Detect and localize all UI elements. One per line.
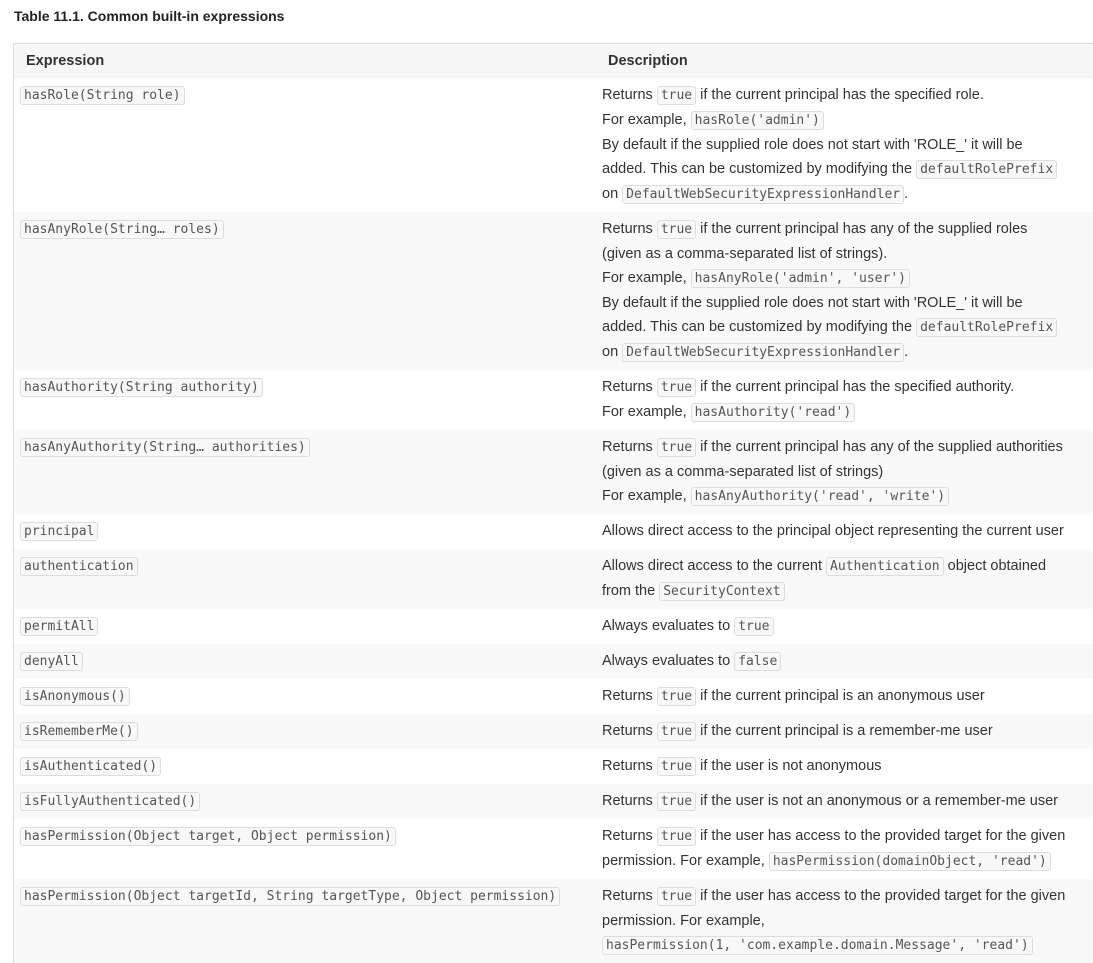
description-text: if the current principal has the specified authority.	[696, 379, 1014, 395]
description-text: if the current principal is an anonymous user	[696, 688, 985, 704]
description-text: Returns	[602, 439, 657, 455]
inline-code: hasRole('admin')	[691, 111, 824, 130]
description-line	[602, 484, 1087, 509]
description-cell	[596, 714, 1093, 749]
description-text: For example,	[602, 404, 691, 420]
inline-code: hasPermission(domainObject, 'read')	[769, 852, 1051, 871]
expression-cell	[14, 609, 596, 644]
expression-cell	[14, 78, 596, 213]
description-line	[602, 242, 1087, 266]
description-line	[602, 649, 1087, 674]
description-cell	[596, 679, 1093, 714]
description-line	[602, 754, 1087, 779]
description-text: on	[602, 186, 622, 202]
expression-cell	[14, 749, 596, 784]
description-line	[602, 519, 1087, 543]
expression-code: principal	[20, 522, 98, 541]
table-row	[14, 212, 1093, 370]
description-cell	[596, 212, 1093, 370]
inline-code: true	[657, 827, 696, 846]
description-line	[602, 909, 1087, 933]
inline-code: defaultRolePrefix	[916, 318, 1057, 337]
description-text: if the current principal is a remember-me user	[696, 723, 993, 739]
description-line	[602, 266, 1087, 291]
description-text: By default if the supplied role does not start with 'ROLE_' it will be	[602, 137, 1023, 153]
expression-code: hasAuthority(String authority)	[20, 378, 263, 397]
expression-code: authentication	[20, 557, 138, 576]
table-row	[14, 514, 1093, 549]
description-cell	[596, 784, 1093, 819]
table-header-row	[14, 44, 1093, 78]
table-row	[14, 879, 1093, 963]
table-row	[14, 819, 1093, 879]
description-line	[602, 340, 1087, 365]
description-cell	[596, 609, 1093, 644]
table-row	[14, 370, 1093, 430]
description-line	[602, 719, 1087, 744]
description-line	[602, 933, 1087, 958]
expression-code: isAnonymous()	[20, 687, 130, 706]
description-line	[602, 400, 1087, 425]
description-text: object obtained	[944, 558, 1046, 574]
description-text: from the	[602, 583, 659, 599]
table-row	[14, 679, 1093, 714]
description-line	[602, 554, 1087, 579]
inline-code: true	[657, 438, 696, 457]
expression-code: hasRole(String role)	[20, 86, 185, 105]
expression-code: hasAnyAuthority(String… authorities)	[20, 438, 310, 457]
description-text: Returns	[602, 688, 657, 704]
expression-cell	[14, 819, 596, 879]
inline-code: true	[657, 220, 696, 239]
description-text: (given as a comma-separated list of strings).	[602, 246, 887, 262]
description-text: Returns	[602, 87, 657, 103]
description-text: Returns	[602, 379, 657, 395]
expression-code: denyAll	[20, 652, 83, 671]
description-line	[602, 614, 1087, 639]
table-row	[14, 714, 1093, 749]
description-cell	[596, 78, 1093, 213]
expression-code: hasPermission(Object targetId, String targetType, Object permission)	[20, 887, 560, 906]
description-text: on	[602, 344, 622, 360]
description-text: if the current principal has any of the supplied authorities	[696, 439, 1063, 455]
description-text: By default if the supplied role does not start with 'ROLE_' it will be	[602, 295, 1023, 311]
header-expression: Expression	[14, 44, 596, 78]
description-text: Returns	[602, 888, 657, 904]
description-cell	[596, 879, 1093, 963]
description-text: if the user is not an anonymous or a remember-me user	[696, 793, 1058, 809]
table-row	[14, 749, 1093, 784]
description-text: permission. For example,	[602, 913, 765, 929]
expression-cell	[14, 549, 596, 609]
table-row	[14, 784, 1093, 819]
description-text: Returns	[602, 758, 657, 774]
description-cell	[596, 370, 1093, 430]
description-line	[602, 315, 1087, 340]
expression-cell	[14, 430, 596, 514]
inline-code: true	[657, 86, 696, 105]
inline-code: hasAuthority('read')	[691, 403, 856, 422]
description-text: if the current principal has any of the supplied roles	[696, 221, 1027, 237]
expression-cell	[14, 370, 596, 430]
description-text: Returns	[602, 828, 657, 844]
inline-code: DefaultWebSecurityExpressionHandler	[622, 185, 904, 204]
expression-code: isAuthenticated()	[20, 757, 161, 776]
description-text: Allows direct access to the current	[602, 558, 826, 574]
expression-cell	[14, 644, 596, 679]
description-line	[602, 435, 1087, 460]
inline-code: hasPermission(1, 'com.example.domain.Message', 'read')	[602, 936, 1033, 955]
table-row	[14, 609, 1093, 644]
table-caption: Table 11.1. Common built-in expressions	[14, 8, 284, 24]
table-row	[14, 549, 1093, 609]
expression-code: hasPermission(Object target, Object permission)	[20, 827, 396, 846]
expression-cell	[14, 784, 596, 819]
description-line	[602, 789, 1087, 814]
description-line	[602, 108, 1087, 133]
expressions-table-container	[13, 43, 1093, 963]
inline-code: true	[657, 687, 696, 706]
table-body	[14, 78, 1093, 963]
description-cell	[596, 514, 1093, 549]
expression-code: hasAnyRole(String… roles)	[20, 220, 224, 239]
description-text: .	[904, 186, 908, 202]
description-text: Always evaluates to	[602, 653, 734, 669]
inline-code: Authentication	[826, 557, 944, 576]
description-text: For example,	[602, 488, 691, 504]
description-line	[602, 291, 1087, 315]
description-cell	[596, 819, 1093, 879]
description-line	[602, 157, 1087, 182]
inline-code: DefaultWebSecurityExpressionHandler	[622, 343, 904, 362]
expression-cell	[14, 679, 596, 714]
expression-cell	[14, 714, 596, 749]
expression-code: permitAll	[20, 617, 98, 636]
description-text: Always evaluates to	[602, 618, 734, 634]
description-line	[602, 579, 1087, 604]
description-text: For example,	[602, 112, 691, 128]
description-line	[602, 884, 1087, 909]
inline-code: hasAnyAuthority('read', 'write')	[691, 487, 949, 506]
description-line	[602, 217, 1087, 242]
description-text: .	[904, 344, 908, 360]
description-line	[602, 849, 1087, 874]
table-row	[14, 430, 1093, 514]
description-cell	[596, 644, 1093, 679]
inline-code: defaultRolePrefix	[916, 160, 1057, 179]
description-text: added. This can be customized by modifying the	[602, 161, 916, 177]
description-cell	[596, 749, 1093, 784]
inline-code: true	[657, 378, 696, 397]
inline-code: true	[657, 757, 696, 776]
description-text: For example,	[602, 270, 691, 286]
inline-code: true	[657, 722, 696, 741]
expression-cell	[14, 514, 596, 549]
expression-code: isRememberMe()	[20, 722, 138, 741]
description-text: added. This can be customized by modifying the	[602, 319, 916, 335]
expression-code: isFullyAuthenticated()	[20, 792, 200, 811]
expressions-table	[14, 44, 1093, 963]
description-line	[602, 684, 1087, 709]
description-text: if the current principal has the specified role.	[696, 87, 984, 103]
description-cell	[596, 430, 1093, 514]
description-line	[602, 133, 1087, 157]
description-line	[602, 460, 1087, 484]
inline-code: true	[734, 617, 773, 636]
inline-code: SecurityContext	[659, 582, 784, 601]
inline-code: hasAnyRole('admin', 'user')	[691, 269, 910, 288]
description-text: Returns	[602, 723, 657, 739]
description-text: permission. For example,	[602, 853, 769, 869]
inline-code: false	[734, 652, 781, 671]
description-line	[602, 375, 1087, 400]
description-line	[602, 824, 1087, 849]
description-text: (given as a comma-separated list of strings)	[602, 464, 883, 480]
description-text: Returns	[602, 793, 657, 809]
inline-code: true	[657, 792, 696, 811]
header-description: Description	[596, 44, 1093, 78]
description-line	[602, 182, 1087, 207]
description-text: Allows direct access to the principal object representing the current user	[602, 523, 1064, 539]
table-row	[14, 78, 1093, 213]
expression-cell	[14, 212, 596, 370]
expression-cell	[14, 879, 596, 963]
description-text: if the user is not anonymous	[696, 758, 881, 774]
description-line	[602, 83, 1087, 108]
table-row	[14, 644, 1093, 679]
description-text: Returns	[602, 221, 657, 237]
inline-code: true	[657, 887, 696, 906]
description-text: if the user has access to the provided target for the given	[696, 828, 1065, 844]
description-cell	[596, 549, 1093, 609]
description-text: if the user has access to the provided target for the given	[696, 888, 1065, 904]
